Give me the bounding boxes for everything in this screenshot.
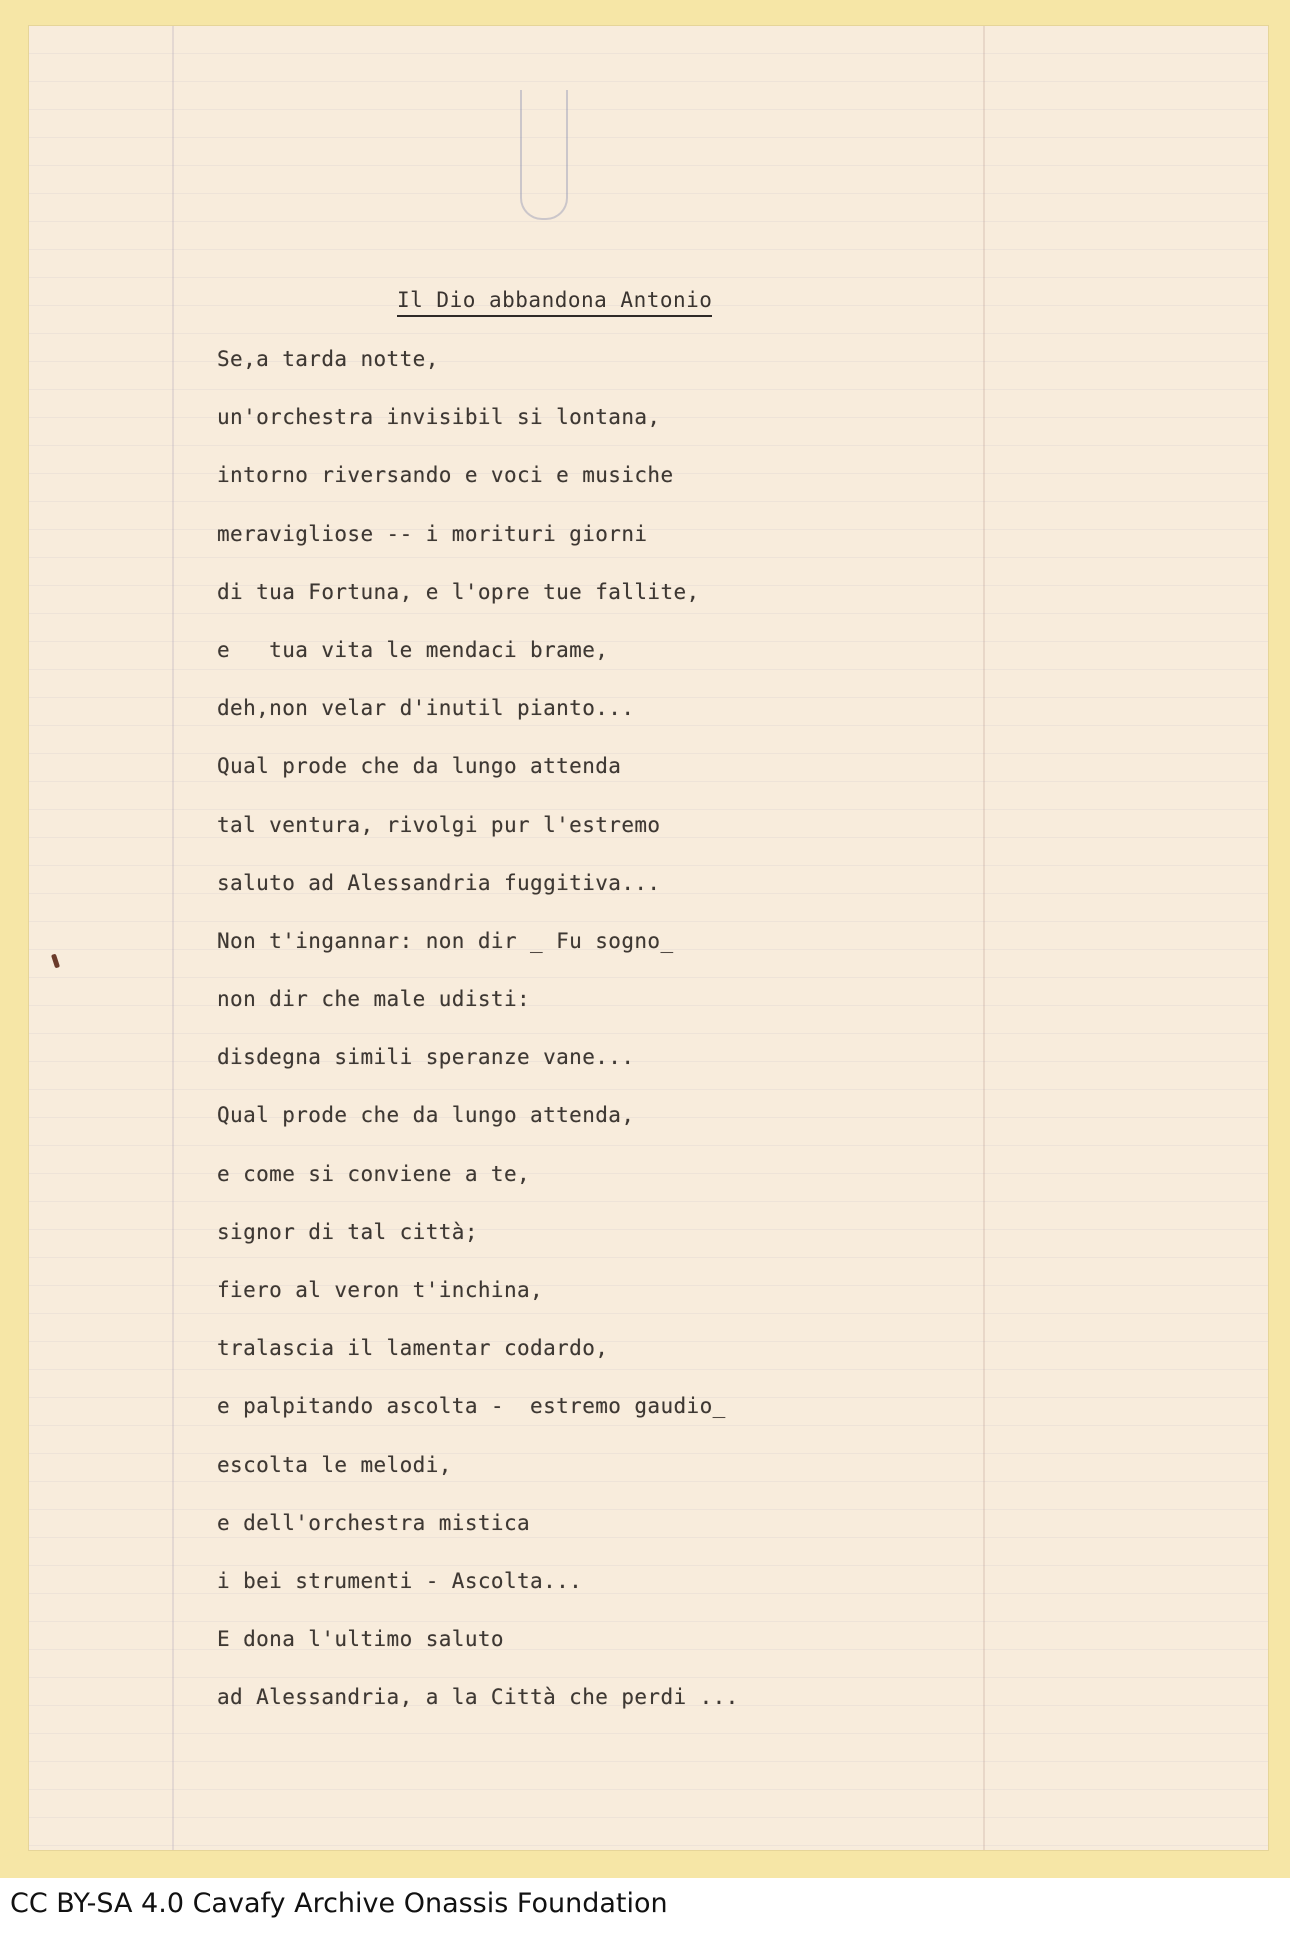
verse-line: fiero al veron t'inchina, xyxy=(217,1278,544,1302)
verse-line: e tua vita le mendaci brame, xyxy=(217,637,609,662)
verse-line: e palpitando ascolta - estremo gaudio_ xyxy=(217,1394,726,1419)
typescript-sheet xyxy=(29,26,1268,1850)
verse-line: di tua Fortuna, e l'opre tue fallite, xyxy=(217,579,700,604)
verse-line: Qual prode che da lungo attenda, xyxy=(217,1103,635,1128)
verse-line: intorno riversando e voci e musiche xyxy=(217,463,674,488)
margin-ink-mark xyxy=(51,954,60,969)
verse-line: e come si conviene a te, xyxy=(217,1161,531,1186)
verse-line: un'orchestra invisibil si lontana, xyxy=(217,405,661,430)
verse-line: e dell'orchestra mistica xyxy=(217,1510,531,1535)
verse-line: Non t'ingannar: non dir _ Fu sogno_ xyxy=(217,928,674,953)
verse-line: E dona l'ultimo saluto xyxy=(217,1627,504,1652)
verse-line: Qual prode che da lungo attenda xyxy=(217,754,622,779)
verse-line: meravigliose -- i morituri giorni xyxy=(217,521,648,546)
verse-line: tal ventura, rivolgi pur l'estremo xyxy=(217,812,661,837)
verse-line: deh,non velar d'inutil pianto... xyxy=(217,696,635,721)
verse-line: disdegna simili speranze vane... xyxy=(217,1045,635,1070)
paperclip-mark xyxy=(520,90,568,220)
verse-line: ad Alessandria, a la Città che perdi ... xyxy=(217,1685,739,1710)
verse-line: non dir che male udisti: xyxy=(217,987,531,1012)
verse-line: signor di tal città; xyxy=(217,1219,478,1244)
poem-body xyxy=(217,342,739,1739)
verse-line: saluto ad Alessandria fuggitiva... xyxy=(217,870,661,895)
verse-line: i bei strumenti - Ascolta... xyxy=(217,1568,583,1593)
verse-line: tralascia il lamentar codardo, xyxy=(217,1336,609,1361)
verse-line: escolta le melodi, xyxy=(217,1452,452,1477)
license-credit: CC BY-SA 4.0 Cavafy Archive Onassis Foundation xyxy=(10,1888,668,1919)
verse-line: Se,a tarda notte, xyxy=(217,347,439,371)
poem-title: Il Dio abbandona Antonio xyxy=(397,288,712,317)
